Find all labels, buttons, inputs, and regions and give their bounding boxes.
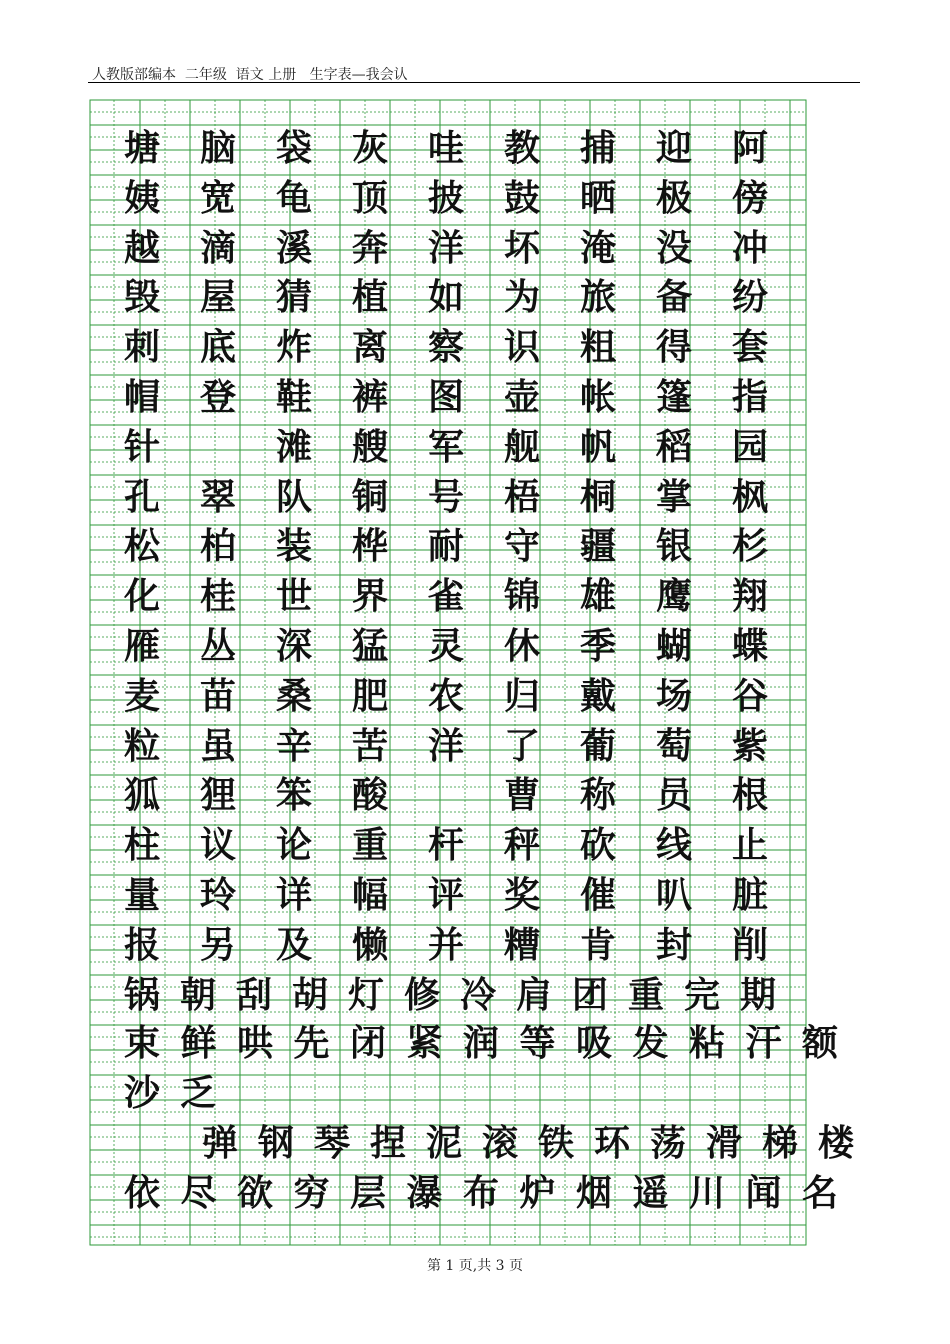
table-cell-char: 懒 bbox=[351, 923, 388, 966]
table-cell-char: 脏 bbox=[731, 874, 768, 916]
table-cell-char: 戴 bbox=[579, 674, 616, 717]
table-cell-char: 坏 bbox=[503, 226, 540, 269]
word-line-char: 川 bbox=[688, 1172, 725, 1214]
word-line-char: 锅 bbox=[123, 974, 160, 1016]
table-cell-char: 叭 bbox=[655, 874, 692, 916]
table-cell-char: 察 bbox=[427, 326, 464, 369]
word-line-char: 肩 bbox=[515, 974, 552, 1016]
word-line-char: 布 bbox=[462, 1172, 499, 1214]
table-cell-char: 酸 bbox=[351, 774, 388, 817]
table-cell-char: 辛 bbox=[275, 724, 312, 767]
word-line-char: 冷 bbox=[459, 974, 496, 1016]
table-cell-char: 幅 bbox=[351, 874, 388, 916]
table-cell-char: 杆 bbox=[427, 824, 464, 867]
word-line-char: 修 bbox=[403, 974, 440, 1016]
word-line-char: 额 bbox=[801, 1022, 838, 1064]
word-line-char: 穷 bbox=[293, 1172, 330, 1214]
table-cell-char: 舰 bbox=[503, 425, 540, 468]
table-cell-char: 桐 bbox=[579, 475, 616, 518]
word-line-char: 紧 bbox=[406, 1022, 443, 1064]
table-cell-char: 阿 bbox=[731, 127, 768, 169]
table-cell-char: 翠 bbox=[199, 475, 236, 518]
table-cell-char: 滴 bbox=[199, 226, 236, 269]
table-cell-char: 详 bbox=[275, 874, 312, 916]
word-line-char: 朝 bbox=[179, 974, 216, 1016]
table-cell-char: 粗 bbox=[579, 326, 616, 369]
table-cell-char: 枫 bbox=[731, 475, 768, 518]
table-cell-char: 塘 bbox=[123, 127, 160, 169]
table-cell-char: 秤 bbox=[503, 824, 540, 867]
table-cell-char: 锦 bbox=[503, 575, 540, 618]
table-cell-char: 桦 bbox=[351, 525, 388, 568]
table-cell-char: 识 bbox=[503, 326, 540, 369]
word-line-char: 铁 bbox=[537, 1122, 574, 1164]
word-line-char: 楼 bbox=[817, 1122, 854, 1164]
table-cell-char: 雄 bbox=[579, 575, 616, 618]
table-cell-char: 蝶 bbox=[731, 625, 768, 667]
table-cell-char: 傍 bbox=[731, 176, 768, 219]
word-line-char: 欲 bbox=[236, 1172, 273, 1214]
table-cell-char: 淹 bbox=[579, 226, 616, 269]
word-line-char: 完 bbox=[683, 974, 720, 1016]
table-cell-char: 紫 bbox=[731, 724, 768, 767]
word-line-char: 钢 bbox=[257, 1122, 294, 1164]
table-cell-char: 篷 bbox=[655, 376, 692, 418]
table-cell-char: 极 bbox=[655, 176, 692, 219]
word-line-char: 发 bbox=[632, 1022, 669, 1064]
table-cell-char: 员 bbox=[655, 774, 692, 817]
word-line-char: 滚 bbox=[481, 1122, 518, 1164]
table-cell-char: 虽 bbox=[199, 724, 236, 767]
table-cell-char: 松 bbox=[123, 525, 160, 568]
word-line-char: 依 bbox=[123, 1172, 160, 1214]
table-cell-char: 猛 bbox=[351, 625, 388, 667]
table-cell-char: 炸 bbox=[275, 326, 312, 369]
word-line-char: 尽 bbox=[180, 1172, 217, 1214]
word-line-char: 泥 bbox=[425, 1122, 462, 1164]
table-cell-char: 掌 bbox=[655, 475, 692, 518]
table-cell-char: 军 bbox=[427, 425, 464, 468]
table-cell-char: 评 bbox=[427, 874, 464, 916]
table-cell-char: 雁 bbox=[123, 625, 160, 667]
page-header-title: 人教版部编本 二年级 语文 上册 生字表—我会认 bbox=[92, 67, 408, 83]
word-line-char: 滑 bbox=[705, 1122, 742, 1164]
table-cell-char: 场 bbox=[655, 674, 692, 717]
table-cell-char: 艘 bbox=[351, 425, 388, 468]
word-line-char: 名 bbox=[801, 1172, 838, 1214]
table-cell-char: 论 bbox=[275, 824, 312, 867]
word-line-char: 团 bbox=[571, 974, 608, 1016]
table-cell-char: 帽 bbox=[123, 376, 160, 418]
table-cell-char: 洋 bbox=[427, 724, 464, 767]
table-cell-char: 壶 bbox=[503, 376, 540, 418]
table-cell-char: 纷 bbox=[731, 276, 768, 319]
table-cell-char: 苦 bbox=[351, 724, 388, 767]
table-cell-char: 梧 bbox=[503, 475, 540, 518]
word-line-char: 吸 bbox=[575, 1022, 612, 1064]
table-cell-char: 农 bbox=[427, 674, 464, 717]
table-cell-char: 曹 bbox=[503, 774, 540, 817]
word-line-char: 琴 bbox=[313, 1122, 350, 1164]
table-cell-char: 休 bbox=[503, 625, 540, 667]
table-cell-char: 量 bbox=[123, 874, 160, 916]
table-cell-char: 溪 bbox=[275, 226, 312, 269]
table-cell-char: 翔 bbox=[731, 575, 768, 618]
table-cell-char: 没 bbox=[655, 226, 692, 269]
word-line-char: 润 bbox=[462, 1022, 499, 1064]
table-cell-char: 备 bbox=[655, 276, 692, 319]
table-cell-char: 丛 bbox=[199, 625, 236, 667]
table-cell-char: 报 bbox=[123, 923, 160, 966]
word-line-char: 束 bbox=[123, 1022, 160, 1064]
table-cell-char: 离 bbox=[351, 326, 388, 369]
table-cell-char: 冲 bbox=[731, 226, 768, 269]
table-cell-char: 耐 bbox=[427, 525, 464, 568]
table-cell-char: 守 bbox=[503, 525, 540, 568]
table-cell-char: 线 bbox=[655, 824, 692, 867]
table-cell-char: 葡 bbox=[579, 724, 616, 767]
word-line-char: 炉 bbox=[519, 1172, 556, 1214]
table-cell-char: 削 bbox=[731, 923, 768, 966]
table-cell-char: 披 bbox=[427, 176, 464, 219]
table-cell-char: 奔 bbox=[351, 226, 388, 269]
table-cell-char: 季 bbox=[579, 625, 616, 667]
table-cell-char: 封 bbox=[655, 923, 692, 966]
table-cell-char: 及 bbox=[275, 923, 312, 966]
page-footer-number: 第 1 页,共 3 页 bbox=[426, 1258, 524, 1274]
table-cell-char: 萄 bbox=[655, 724, 692, 767]
table-cell-char: 并 bbox=[427, 923, 464, 966]
table-cell-char: 脑 bbox=[199, 127, 236, 169]
word-line-char: 鲜 bbox=[180, 1022, 217, 1064]
table-cell-char: 指 bbox=[731, 376, 768, 418]
table-cell-char: 柏 bbox=[199, 525, 236, 568]
table-cell-char: 屋 bbox=[199, 276, 236, 319]
table-cell-char: 催 bbox=[579, 874, 616, 916]
table-cell-char: 谷 bbox=[731, 674, 768, 717]
table-cell-char: 奖 bbox=[503, 874, 540, 916]
table-cell-char: 帐 bbox=[579, 376, 616, 418]
table-cell-char: 止 bbox=[731, 824, 768, 867]
table-cell-char: 铜 bbox=[351, 475, 388, 518]
table-cell-char: 鞋 bbox=[275, 376, 312, 418]
word-line-char: 环 bbox=[593, 1122, 630, 1164]
table-cell-char: 旅 bbox=[579, 276, 616, 319]
word-line-char: 梯 bbox=[761, 1122, 798, 1164]
table-cell-char: 毁 bbox=[123, 276, 160, 319]
table-cell-char: 队 bbox=[275, 475, 312, 518]
table-cell-char: 砍 bbox=[579, 824, 616, 867]
table-cell-char: 捕 bbox=[579, 127, 616, 169]
word-line-char: 遥 bbox=[632, 1172, 669, 1214]
table-cell-char: 柱 bbox=[123, 824, 160, 867]
table-cell-char: 杉 bbox=[731, 525, 768, 568]
word-line-char: 汗 bbox=[745, 1022, 782, 1064]
table-cell-char: 针 bbox=[123, 425, 160, 468]
table-cell-char: 苗 bbox=[199, 674, 236, 717]
table-cell-char: 哇 bbox=[427, 127, 464, 169]
table-cell-char: 玲 bbox=[199, 874, 236, 916]
table-cell-char: 迎 bbox=[655, 127, 692, 169]
word-line-char: 等 bbox=[519, 1022, 556, 1064]
word-line-char: 闻 bbox=[745, 1172, 782, 1214]
table-cell-char: 稻 bbox=[655, 425, 692, 468]
table-cell-char: 糟 bbox=[503, 923, 540, 966]
table-cell-char: 界 bbox=[351, 575, 388, 618]
word-line-char: 灯 bbox=[347, 974, 384, 1016]
table-cell-char: 狸 bbox=[199, 774, 236, 817]
table-cell-char: 了 bbox=[503, 724, 540, 767]
table-cell-char: 套 bbox=[731, 326, 768, 369]
word-line-char: 先 bbox=[293, 1022, 330, 1064]
table-cell-char: 刺 bbox=[123, 326, 160, 369]
word-line-char: 期 bbox=[739, 974, 776, 1016]
word-line-char: 哄 bbox=[236, 1022, 273, 1064]
table-cell-char: 教 bbox=[503, 127, 540, 169]
table-cell-char: 肥 bbox=[351, 674, 388, 717]
table-cell-char: 孔 bbox=[123, 475, 160, 518]
table-cell-char: 登 bbox=[199, 376, 236, 418]
word-line-char: 烟 bbox=[575, 1172, 612, 1214]
table-cell-char: 称 bbox=[579, 774, 616, 817]
table-cell-char: 园 bbox=[731, 425, 768, 468]
table-cell-char: 银 bbox=[655, 525, 692, 568]
table-cell-char: 狐 bbox=[123, 774, 160, 817]
table-cell-char: 如 bbox=[427, 276, 464, 319]
word-line-char: 荡 bbox=[649, 1122, 686, 1164]
table-cell-char: 晒 bbox=[579, 176, 616, 219]
table-cell-char: 底 bbox=[199, 326, 236, 369]
table-cell-char: 龟 bbox=[275, 176, 312, 219]
table-cell-char: 裤 bbox=[351, 376, 388, 418]
table-cell-char: 越 bbox=[123, 226, 160, 269]
table-cell-char: 顶 bbox=[351, 176, 388, 219]
table-cell-char: 袋 bbox=[275, 127, 312, 169]
table-cell-char: 另 bbox=[199, 923, 236, 966]
table-cell-char: 肯 bbox=[579, 923, 616, 966]
table-cell-char: 滩 bbox=[275, 425, 312, 468]
word-line-char: 乏 bbox=[179, 1072, 216, 1114]
table-cell-char: 笨 bbox=[275, 774, 312, 817]
table-cell-char: 根 bbox=[731, 774, 768, 817]
table-cell-char: 深 bbox=[275, 625, 312, 667]
table-cell-char: 蝴 bbox=[655, 625, 692, 667]
word-line-char: 胡 bbox=[291, 974, 328, 1016]
table-cell-char: 化 bbox=[123, 575, 160, 618]
word-line-char: 弹 bbox=[201, 1122, 238, 1164]
table-cell-char: 麦 bbox=[123, 674, 160, 717]
table-cell-char: 灰 bbox=[351, 127, 388, 169]
word-line-char: 捏 bbox=[369, 1122, 406, 1164]
word-line-char: 层 bbox=[349, 1172, 386, 1214]
table-cell-char: 雀 bbox=[427, 575, 464, 618]
table-cell-char: 世 bbox=[275, 575, 312, 618]
table-cell-char: 归 bbox=[503, 674, 540, 717]
table-cell-char: 鼓 bbox=[503, 176, 540, 219]
table-cell-char: 图 bbox=[427, 376, 464, 418]
word-line-char: 重 bbox=[627, 974, 664, 1016]
table-cell-char: 得 bbox=[655, 326, 692, 369]
table-cell-char: 植 bbox=[351, 276, 388, 319]
table-cell-char: 疆 bbox=[579, 525, 616, 568]
word-line-char: 瀑 bbox=[406, 1172, 443, 1214]
table-cell-char: 洋 bbox=[427, 226, 464, 269]
table-cell-char: 姨 bbox=[123, 176, 160, 219]
word-line-char: 刮 bbox=[235, 974, 272, 1016]
word-line-char: 沙 bbox=[123, 1072, 160, 1114]
table-cell-char: 粒 bbox=[123, 724, 160, 767]
table-cell-char: 鹰 bbox=[655, 575, 692, 618]
table-cell-char: 号 bbox=[427, 475, 464, 518]
word-line-char: 闭 bbox=[349, 1022, 386, 1064]
table-cell-char: 为 bbox=[503, 276, 540, 319]
table-cell-char: 宽 bbox=[199, 176, 236, 219]
table-cell-char: 议 bbox=[199, 824, 236, 867]
table-cell-char: 帆 bbox=[579, 425, 616, 468]
word-line-char: 粘 bbox=[688, 1022, 725, 1064]
table-cell-char: 猜 bbox=[275, 276, 312, 319]
table-cell-char: 重 bbox=[351, 824, 388, 867]
table-cell-char: 桑 bbox=[275, 674, 312, 717]
table-cell-char: 桂 bbox=[199, 575, 236, 618]
table-cell-char: 灵 bbox=[427, 625, 464, 667]
table-cell-char: 装 bbox=[275, 525, 312, 568]
